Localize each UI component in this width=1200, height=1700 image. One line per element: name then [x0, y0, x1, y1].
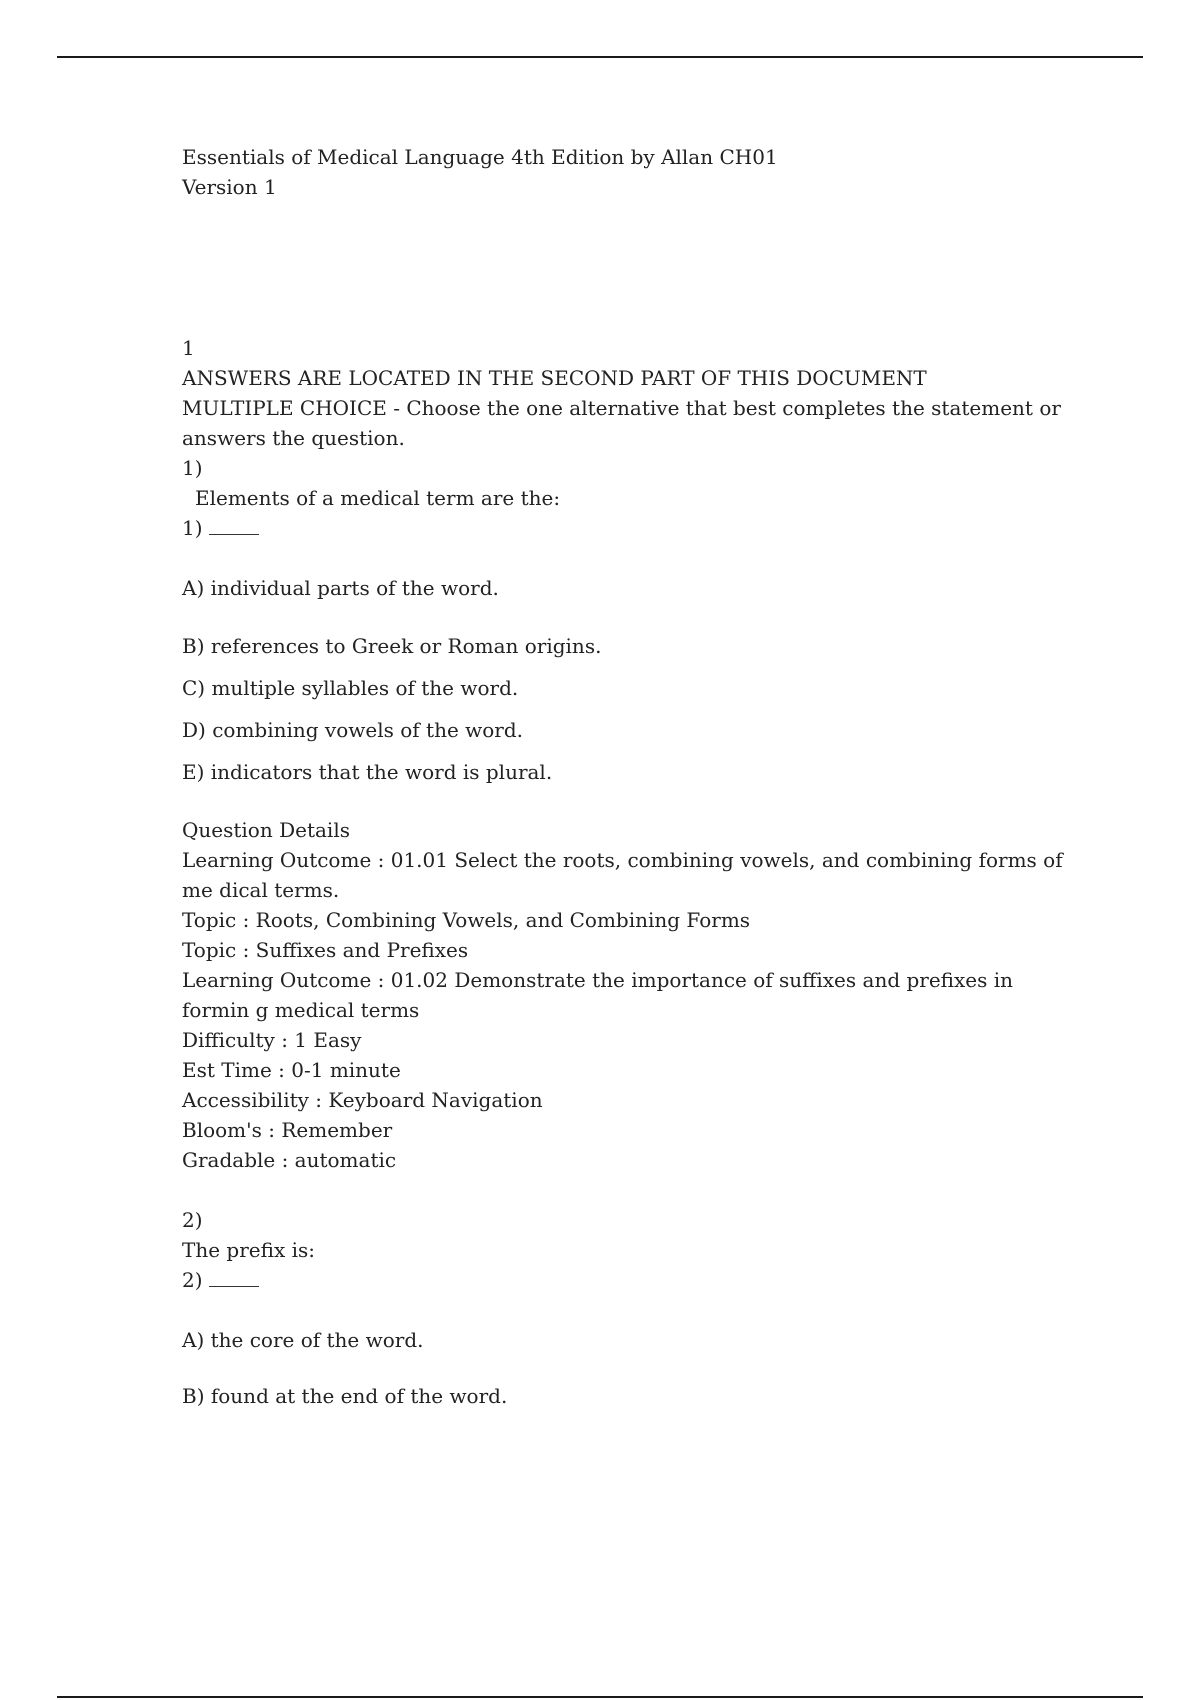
- option-b: B) found at the end of the word.: [182, 1384, 508, 1408]
- detail-learning-outcome-1: Learning Outcome : 01.01 Select the roots, combining vowels, and combining forms of me dical terms.: [182, 848, 1069, 902]
- option-d: D) combining vowels of the word.: [182, 718, 524, 742]
- answer-number: 2): [182, 1268, 203, 1292]
- answer-blank: [209, 1268, 259, 1287]
- question-text: The prefix is:: [182, 1238, 315, 1262]
- question-1: [182, 453, 1082, 1175]
- answers-notice: ANSWERS ARE LOCATED IN THE SECOND PART OF THIS DOCUMENT: [182, 366, 927, 390]
- answer-number: 1): [182, 516, 203, 540]
- page-number: 1: [182, 336, 195, 360]
- document-page: [182, 142, 1082, 1411]
- bottom-rule: [57, 1696, 1143, 1698]
- detail-est-time: Est Time : 0-1 minute: [182, 1058, 401, 1082]
- detail-learning-outcome-2: Learning Outcome : 01.02 Demonstrate the importance of suffixes and prefixes in formin g medical terms: [182, 968, 1020, 1022]
- detail-gradable: Gradable : automatic: [182, 1148, 397, 1172]
- option-a: A) the core of the word.: [182, 1328, 424, 1352]
- option-c: C) multiple syllables of the word.: [182, 676, 519, 700]
- question-number: 1): [182, 456, 203, 480]
- detail-accessibility: Accessibility : Keyboard Navigation: [182, 1088, 543, 1112]
- question-text: Elements of a medical term are the:: [195, 486, 561, 510]
- answer-blank-row: [182, 513, 1082, 543]
- option-a: A) individual parts of the word.: [182, 576, 499, 600]
- detail-blooms: Bloom's : Remember: [182, 1118, 393, 1142]
- question-2: [182, 1205, 1082, 1411]
- instructions: MULTIPLE CHOICE - Choose the one alternative that best completes the statement or answers the question.: [182, 396, 1068, 450]
- answer-blank-row: [182, 1265, 1082, 1295]
- document-version: Version 1: [182, 175, 277, 199]
- top-rule: [57, 56, 1143, 58]
- question-number: 2): [182, 1208, 203, 1232]
- option-e: E) indicators that the word is plural.: [182, 760, 553, 784]
- detail-topic-1: Topic : Roots, Combining Vowels, and Combining Forms: [182, 908, 751, 932]
- details-heading: Question Details: [182, 818, 350, 842]
- option-b: B) references to Greek or Roman origins.: [182, 634, 602, 658]
- question-details: [182, 815, 1082, 1175]
- answer-blank: [209, 516, 259, 535]
- detail-topic-2: Topic : Suffixes and Prefixes: [182, 938, 469, 962]
- document-title: Essentials of Medical Language 4th Edition by Allan CH01: [182, 145, 778, 169]
- detail-difficulty: Difficulty : 1 Easy: [182, 1028, 362, 1052]
